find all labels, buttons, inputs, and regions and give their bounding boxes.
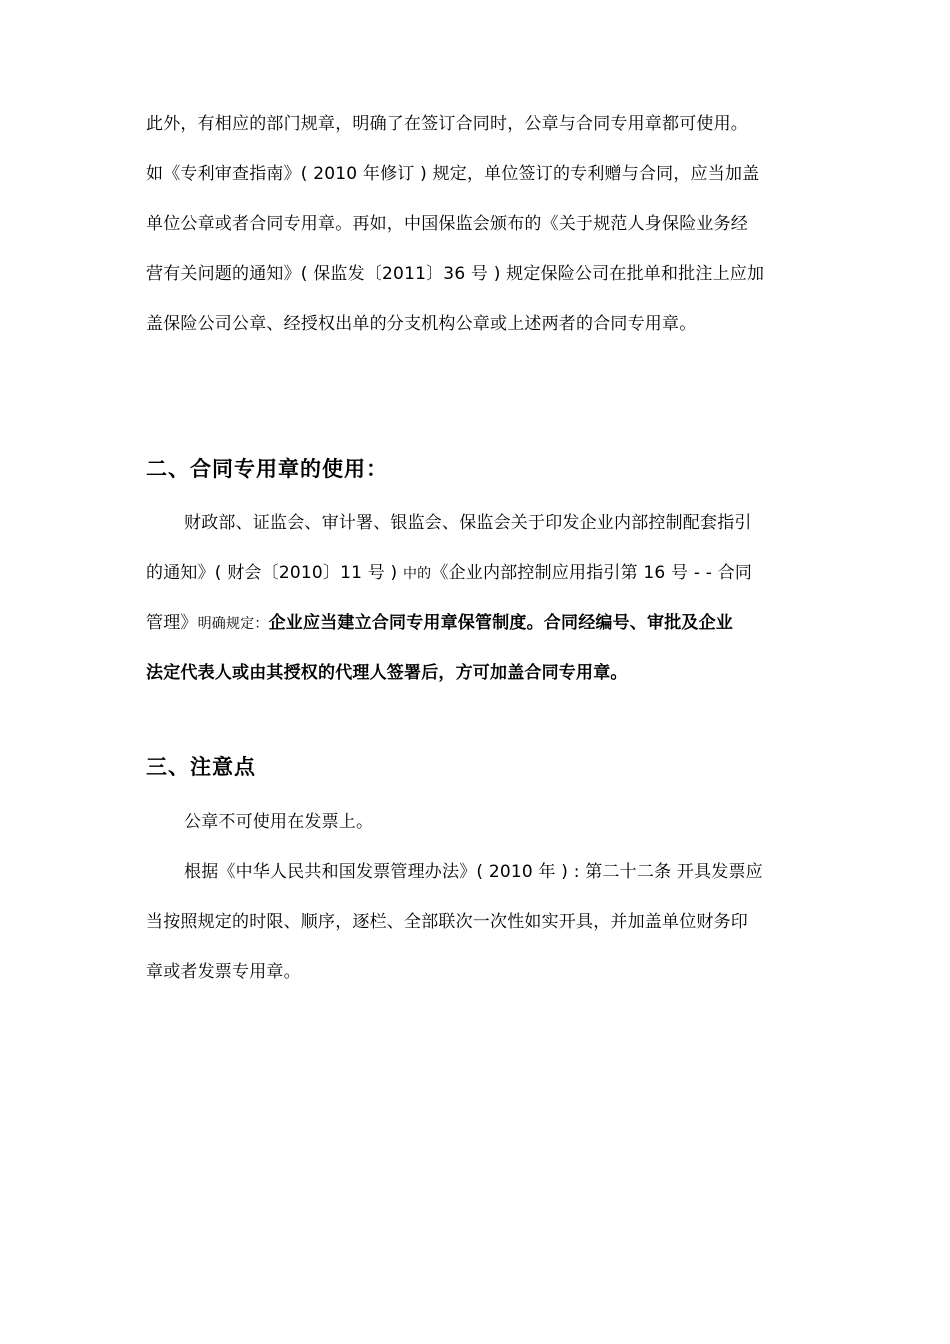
section-2-line-3-text-a: 管理》	[146, 613, 198, 633]
intro-line-1: 此外，有相应的部门规章，明确了在签订合同时，公章与合同专用章都可使用。	[146, 114, 748, 134]
section-2-line-3-bold: 企业应当建立合同专用章保管制度。合同经编号、审批及企业	[268, 613, 734, 633]
section-3-heading: 三、注意点	[146, 755, 256, 779]
section-3-line-2: 根据《中华人民共和国发票管理办法》( 2010 年 ) : 第二十二条 开具发票应	[184, 862, 763, 882]
section-2-line-3	[146, 610, 733, 637]
intro-line-2: 如《专利审查指南》( 2010 年修订 ) 规定，单位签订的专利赠与合同，应当加盖	[146, 164, 760, 184]
section-2-line-1: 财政部、证监会、审计署、银监会、保监会关于印发企业内部控制配套指引	[184, 513, 752, 533]
intro-line-4: 营有关问题的通知》( 保监发〔2011〕36 号 ) 规定保险公司在批单和批注上应加	[146, 264, 765, 284]
section-2-line-2-text-b: 《企业内部控制应用指引第 16 号 - - 合同	[431, 563, 753, 583]
section-2-line-4: 法定代表人或由其授权的代理人签署后，方可加盖合同专用章。	[146, 663, 628, 683]
intro-line-5: 盖保险公司公章、经授权出单的分支机构公章或上述两者的合同专用章。	[146, 314, 697, 334]
section-2-line-3-small: 明确规定：	[197, 616, 269, 632]
intro-line-3: 单位公章或者合同专用章。再如，中国保监会颁布的《关于规范人身保险业务经	[146, 214, 748, 234]
section-2-line-2	[146, 560, 752, 587]
section-2-line-2-text-a: 的通知》( 财会〔2010〕11 号 )	[146, 563, 403, 583]
section-3-line-3: 当按照规定的时限、顺序，逐栏、全部联次一次性如实开具，并加盖单位财务印	[146, 912, 748, 932]
section-3-line-1: 公章不可使用在发票上。	[184, 812, 374, 832]
section-2-heading: 二、合同专用章的使用：	[146, 457, 388, 481]
section-2-line-2-small: 中的	[402, 566, 432, 582]
section-3-line-4: 章或者发票专用章。	[146, 962, 301, 982]
